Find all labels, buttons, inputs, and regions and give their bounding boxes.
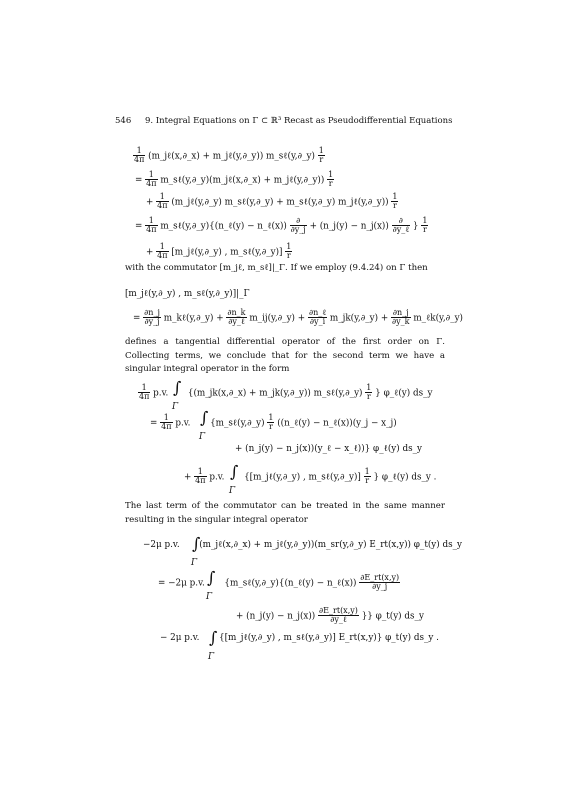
eq-block2-line2: = $\frac{\partial n\_j}{\partial y\_j}$ m_kℓ(y,∂_y) + $\frac{\partial n\_k}{\text{∂y\_ℓ}}$ m_ij(y,∂_y) + $\frac{\text{∂n\_ℓ}}{\partial y\_i}$ m_jk(y,∂_y) + $\frac{\partial n\_j}{\partial y\_k}$ m_ℓk(y,∂_y) [133, 308, 463, 327]
gamma-subscript: Γ [206, 592, 213, 602]
frac-1-over-4pi: $\frac{1}{4\pi}$ [139, 383, 150, 402]
eq-block1-line4: = $\frac{1}{4\pi}$ m_sℓ(y,∂_y){(n_ℓ(y) − n_ℓ(x)) $\frac{\partial}{\partial y\_j}$ + (n_j(y) − n_j(x)) $\frac{\partial}{\text{∂y\_ℓ}}$ } $\frac{1}{r}$ [135, 216, 428, 235]
eq-block1-line5: + $\frac{1}{4\pi}$ [m_jℓ(y,∂_y) , m_sℓ(y,∂_y)] $\frac{1}{r}$ [146, 242, 292, 261]
frac-d-over-dyj: $\frac{\partial}{\partial y\_j}$ [290, 216, 306, 235]
gamma-subscript: Γ [191, 558, 198, 568]
frac-dnj-over-dyj: $\frac{\partial n\_j}{\partial y\_j}$ [144, 308, 160, 327]
frac-1-over-4pi: $\frac{1}{4\pi}$ [146, 170, 157, 189]
frac-dErt-over-dyl: $\frac{\partial E\_rt(x,y)}{\text{∂y\_ℓ}}$ [319, 606, 358, 625]
frac-dnj-over-dyk: $\frac{\partial n\_j}{\partial y\_k}$ [392, 308, 410, 327]
eq-block4-line1: −2μ p.v. (m_jℓ(x,∂_x) + m_jℓ(y,∂_y))(m_sr(y,∂_y) E_rt(x,y)) φ_t(y) ds_y [143, 540, 463, 550]
eq-block3-line2: = $\frac{1}{4\pi}$ p.v. {m_sℓ(y,∂_y) $\frac{1}{r}$ ((n_ℓ(y) − n_ℓ(x))(y_j − x_j) [150, 413, 397, 432]
integral-sign: ∫ [200, 408, 209, 427]
frac-dnl-over-dyi: $\frac{\text{∂n\_ℓ}}{\partial y\_i}$ [308, 308, 327, 327]
paragraph-commutator: with the commutator [m_jℓ, m_sℓ]|_Γ. If we employ (9.4.24) on Γ then [125, 263, 428, 273]
frac-1-over-r: $\frac{1}{r}$ [392, 192, 398, 211]
gamma-subscript: Γ [229, 486, 236, 496]
frac-1-over-r: $\frac{1}{r}$ [268, 413, 274, 432]
frac-1-over-r: $\frac{1}{r}$ [286, 242, 292, 261]
eq-block1-line3: + $\frac{1}{4\pi}$ (m_jℓ(y,∂_y) m_sℓ(y,∂_y) + m_sℓ(y,∂_y) m_jℓ(y,∂_y)) $\frac{1}{r}$ [146, 192, 398, 211]
integral-sign: ∫ [230, 462, 239, 481]
eq-block4-line2: = −2μ p.v. {m_sℓ(y,∂_y){(n_ℓ(y) − n_ℓ(x)) $\frac{\partial E\_rt(x,y)}{\partial y\_j}$ [158, 573, 400, 592]
page-number: 546 [115, 116, 132, 126]
eq-block3-line1: $\frac{1}{4\pi}$ p.v. {(m_jk(x,∂_x) + m_jk(y,∂_y)) m_sℓ(y,∂_y) $\frac{1}{r}$ } φ_ℓ(y) ds_y [139, 383, 433, 402]
frac-1-over-4pi: $\frac{1}{4\pi}$ [195, 467, 206, 486]
gamma-subscript: Γ [199, 432, 206, 442]
frac-1-over-4pi: $\frac{1}{4\pi}$ [146, 216, 157, 235]
frac-1-over-4pi: $\frac{1}{4\pi}$ [161, 413, 172, 432]
frac-1-over-r: $\frac{1}{r}$ [364, 467, 370, 486]
frac-d-over-dyl: $\frac{\partial}{\text{∂y\_ℓ}}$ [392, 216, 410, 235]
paragraph-last-term: The last term of the commutator can be treated in the same manner resulting in the singular integral operator [125, 501, 445, 525]
frac-1-over-4pi: $\frac{1}{4\pi}$ [134, 146, 145, 165]
integral-sign: ∫ [207, 568, 216, 587]
frac-1-over-r: $\frac{1}{r}$ [318, 146, 324, 165]
eq-block3-line4: + $\frac{1}{4\pi}$ p.v. {[m_jℓ(y,∂_y) , m_sℓ(y,∂_y)] $\frac{1}{r}$ } φ_ℓ(y) ds_y . [184, 467, 437, 486]
eq-block1-line2: = $\frac{1}{4\pi}$ m_sℓ(y,∂_y)(m_jℓ(x,∂_x) + m_jℓ(y,∂_y)) $\frac{1}{r}$ [135, 170, 334, 189]
frac-1-over-r: $\frac{1}{r}$ [328, 170, 334, 189]
frac-1-over-4pi: $\frac{1}{4\pi}$ [157, 242, 168, 261]
eq-block4-line3: + (n_j(y) − n_j(x)) $\frac{\partial E\_rt(x,y)}{\text{∂y\_ℓ}}$ }} φ_t(y) ds_y [236, 606, 424, 625]
frac-dErt-over-dyj: $\frac{\partial E\_rt(x,y)}{\partial y\_j}$ [360, 573, 400, 592]
frac-1-over-4pi: $\frac{1}{4\pi}$ [157, 192, 168, 211]
integral-sign: ∫ [192, 534, 201, 553]
frac-dnk-over-dyl: $\frac{\partial n\_k}{\text{∂y\_ℓ}}$ [227, 308, 246, 327]
eq-block1-line1: $\frac{1}{4\pi}$ (m_jℓ(x,∂_x) + m_jℓ(y,∂_y)) m_sℓ(y,∂_y) $\frac{1}{r}$ [134, 146, 324, 165]
eq-block2-line1: [m_jℓ(y,∂_y) , m_sℓ(y,∂_y)]|_Γ [125, 289, 250, 299]
integral-sign: ∫ [209, 628, 218, 647]
paragraph-tangential: defines a tangential differential operator of the first order on Γ. Collecting terms, we conclude that for the second term we have a singular integral operator in the form [125, 337, 445, 374]
frac-1-over-r: $\frac{1}{r}$ [366, 383, 372, 402]
eq-block4-line4: − 2μ p.v. {[m_jℓ(y,∂_y) , m_sℓ(y,∂_y)] E_rt(x,y)} φ_t(y) ds_y . [160, 633, 439, 643]
running-title: 9. Integral Equations on Γ ⊂ ℝ³ Recast as Pseudodifferential Equations [145, 116, 453, 126]
eq-block3-line3: + (n_j(y) − n_j(x))(y_ℓ − x_ℓ))} φ_ℓ(y) ds_y [235, 444, 422, 454]
frac-1-over-r: $\frac{1}{r}$ [422, 216, 428, 235]
gamma-subscript: Γ [172, 402, 179, 412]
gamma-subscript: Γ [208, 652, 215, 662]
integral-sign: ∫ [173, 378, 182, 397]
